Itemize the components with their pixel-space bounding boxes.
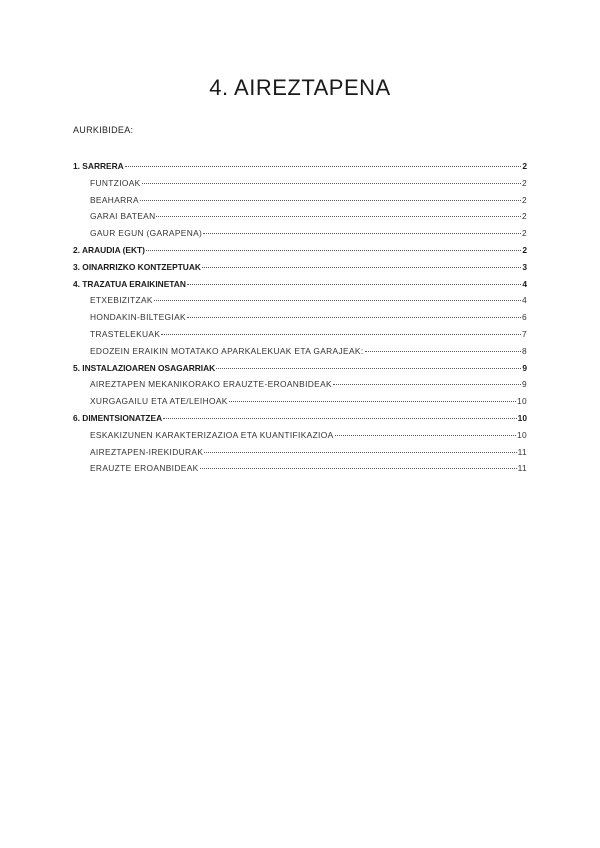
toc-leader-dots: [365, 351, 521, 352]
toc-entry-label: ERAUZTE EROANBIDEAK: [90, 463, 199, 474]
toc-entry-trazatua-eraikinetan[interactable]: [73, 279, 527, 296]
toc-entry-label: EDOZEIN ERAIKIN MOTATAKO APARKALEKUAK ETA GARAJEAK:: [90, 345, 364, 356]
toc-leader-dots: [216, 368, 521, 369]
toc-entry-funtzioak[interactable]: [73, 178, 527, 195]
toc-leader-dots: [187, 317, 521, 318]
toc-entry-label: ESKAKIZUNEN KARAKTERIZAZIOA ETA KUANTIFIKAZIOA: [90, 429, 334, 440]
toc-entry-page: 7: [521, 328, 527, 339]
toc-entry-hondakin-biltegiak[interactable]: [73, 312, 527, 329]
toc-entry-label: 3. OINARRIZKO KONTZEPTUAK: [73, 261, 201, 272]
toc-entry-xurgagailu[interactable]: [73, 396, 527, 413]
toc-entry-label: 1. SARRERA: [73, 161, 124, 171]
toc-entry-oinarrizko-kontzeptuak[interactable]: [73, 262, 527, 279]
table-of-contents: [73, 161, 527, 480]
toc-leader-dots: [202, 267, 521, 268]
toc-entry-label: GAUR EGUN (GARAPENA): [90, 228, 203, 239]
toc-entry-araudia[interactable]: [73, 245, 527, 262]
toc-entry-aireztapen-irekidurak[interactable]: [73, 447, 527, 464]
toc-entry-page: 10: [517, 412, 527, 423]
toc-entry-label: 4. TRAZATUA ERAIKINETAN: [73, 278, 186, 289]
toc-entry-erauzte-eroanbideak-2[interactable]: [73, 463, 527, 480]
toc-entry-etxebizitzak[interactable]: [73, 295, 527, 312]
toc-leader-dots: [154, 300, 521, 301]
toc-entry-label: 2. ARAUDIA (EKT): [73, 244, 145, 255]
toc-leader-dots: [125, 166, 522, 167]
toc-entry-page: 2: [521, 228, 527, 239]
toc-leader-dots: [142, 183, 521, 184]
toc-entry-beaharra[interactable]: [73, 195, 527, 212]
toc-entry-page: 2: [521, 194, 527, 205]
toc-entry-label: TRASTELEKUAK: [90, 328, 161, 339]
toc-leader-dots: [146, 250, 521, 251]
toc-entry-page: 10: [516, 429, 527, 440]
toc-entry-aparkalekuak[interactable]: [73, 346, 527, 363]
toc-entry-page: 9: [522, 362, 527, 373]
toc-entry-page: 4: [521, 295, 527, 306]
toc-entry-dimentsionatzea[interactable]: [73, 413, 527, 430]
toc-entry-page: 3: [522, 261, 527, 272]
toc-leader-dots: [204, 452, 516, 453]
page-title: 4. AIREZTAPENA: [209, 75, 391, 100]
toc-entry-page: 2: [522, 161, 527, 171]
toc-entry-page: 6: [521, 312, 527, 323]
toc-entry-gaur-egun[interactable]: [73, 228, 527, 245]
toc-entry-label: FUNTZIOAK: [90, 177, 141, 188]
toc-entry-page: 2: [521, 211, 527, 222]
toc-entry-sarrera[interactable]: [73, 161, 527, 178]
toc-entry-label: GARAI BATEAN: [90, 211, 156, 222]
toc-entry-page: 9: [521, 379, 527, 390]
toc-leader-dots: [161, 334, 521, 335]
toc-entry-label: 5. INSTALAZIOAREN OSAGARRIAK: [73, 362, 216, 373]
toc-entry-page: 8: [521, 345, 527, 356]
toc-entry-page: 4: [522, 278, 527, 289]
toc-leader-dots: [333, 384, 521, 385]
toc-entry-garai-batean[interactable]: [73, 211, 527, 228]
toc-entry-label: ETXEBIZITZAK: [90, 295, 153, 306]
toc-entry-trastelekuak[interactable]: [73, 329, 527, 346]
toc-entry-page: 2: [521, 177, 527, 188]
toc-leader-dots: [140, 200, 521, 201]
toc-entry-page: 11: [517, 463, 527, 474]
toc-entry-eskakizunen[interactable]: [73, 430, 527, 447]
toc-leader-dots: [163, 418, 516, 419]
toc-leader-dots: [200, 468, 517, 469]
toc-entry-label: BEAHARRA: [90, 194, 139, 205]
toc-leader-dots: [187, 284, 521, 285]
toc-entry-label: HONDAKIN-BILTEGIAK: [90, 312, 186, 323]
toc-entry-erauzte-eroanbideak[interactable]: [73, 379, 527, 396]
index-label: AURKIBIDEA:: [73, 125, 134, 135]
toc-leader-dots: [203, 233, 521, 234]
toc-entry-instalazioaren-osagarriak[interactable]: [73, 363, 527, 380]
toc-entry-label: AIREZTAPEN-IREKIDURAK: [90, 446, 204, 457]
toc-entry-label: 6. DIMENTSIONATZEA: [73, 412, 163, 423]
toc-leader-dots: [335, 435, 516, 436]
toc-entry-page: 10: [516, 396, 527, 407]
toc-entry-label: AIREZTAPEN MEKANIKORAKO ERAUZTE-EROANBIDEAK: [90, 379, 332, 390]
toc-entry-page: 11: [517, 446, 527, 457]
toc-leader-dots: [229, 401, 516, 402]
toc-entry-page: 2: [522, 244, 527, 255]
toc-entry-label: XURGAGAILU ETA ATE/LEIHOAK: [90, 396, 228, 407]
toc-leader-dots: [156, 216, 521, 217]
